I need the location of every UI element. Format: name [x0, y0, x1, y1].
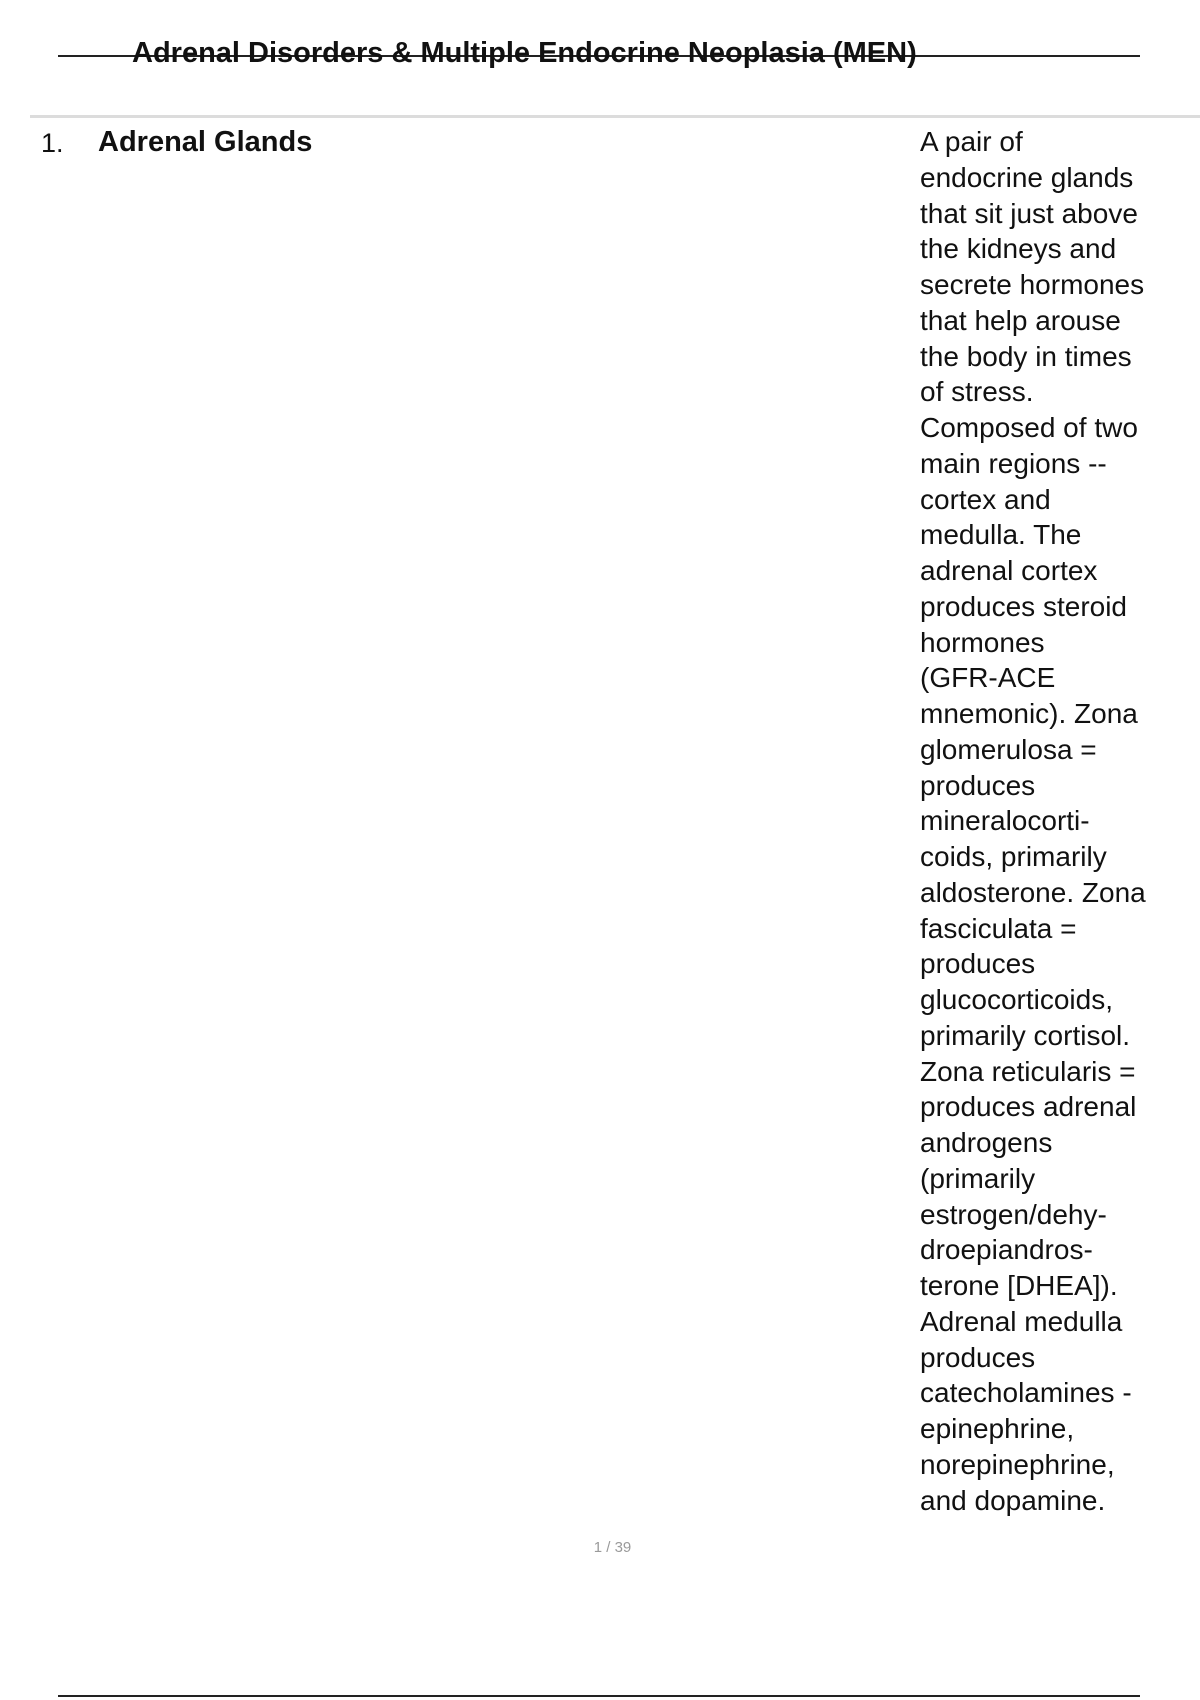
definition-line: cortex and [920, 483, 1051, 515]
definition-line: the body in times [920, 340, 1132, 372]
entry-term: Adrenal Glands [98, 126, 313, 158]
definition-line: (primarily [920, 1162, 1036, 1194]
definition-line: coids, primarily [920, 841, 1107, 872]
definition-line: fasciculata = [920, 912, 1077, 944]
definition-line: glomerulosa = [920, 733, 1097, 765]
definition-line: estrogen/dehy- [920, 1198, 1107, 1230]
definition-line: mnemonic). Zona [920, 698, 1138, 729]
definition-line: and dopamine. [920, 1484, 1106, 1516]
definition-line: produces [920, 1341, 1036, 1373]
definition-line: secrete hormones [920, 269, 1145, 300]
definition-line: glucocorticoids, [920, 984, 1113, 1015]
definition-line: endocrine glands [920, 161, 1134, 193]
definition-line: the kidneys and [920, 233, 1117, 265]
entry-definition [920, 124, 1190, 1518]
definition-line: that help arouse [920, 304, 1121, 336]
definition-line: hormones [920, 626, 1045, 658]
definition-line: Adrenal medulla [920, 1305, 1123, 1337]
definition-line: main regions -- [920, 447, 1107, 479]
definition-line: epinephrine, [920, 1413, 1075, 1444]
definition-line: primarily cortisol. [920, 1019, 1131, 1051]
definition-line: mineralocorti- [920, 805, 1090, 837]
page-indicator: 1 / 39 [593, 1539, 632, 1556]
definition-line: (GFR-ACE [920, 662, 1056, 694]
definition-line: androgens [920, 1127, 1053, 1158]
document-title: Adrenal Disorders & Multiple Endocrine Neoplasia (MEN) [132, 37, 917, 69]
definition-line: Composed of two [920, 412, 1138, 443]
definition-line: produces [920, 948, 1036, 980]
definition-line: adrenal cortex [920, 555, 1098, 586]
definition-line: produces steroid [920, 590, 1128, 622]
definition-line: medulla. The [920, 519, 1082, 551]
definition-line: aldosterone. Zona [920, 876, 1146, 908]
definition-line: catecholamines - [920, 1377, 1132, 1409]
definition-line: of stress. [920, 376, 1034, 408]
definition-line: droepiandros- [920, 1234, 1093, 1266]
header-divider [30, 115, 1200, 118]
definition-line: Zona reticularis = [920, 1055, 1136, 1087]
definition-line: produces [920, 769, 1036, 801]
definition-line: norepinephrine, [920, 1448, 1115, 1480]
footer-rule [58, 1695, 1140, 1697]
definition-line: produces adrenal [920, 1091, 1137, 1123]
definition-line: A pair of [920, 126, 1023, 157]
definition-line: terone [DHEA]). [920, 1270, 1118, 1301]
definition-line: that sit just above [920, 197, 1138, 229]
entry-number: 1. [41, 128, 64, 158]
